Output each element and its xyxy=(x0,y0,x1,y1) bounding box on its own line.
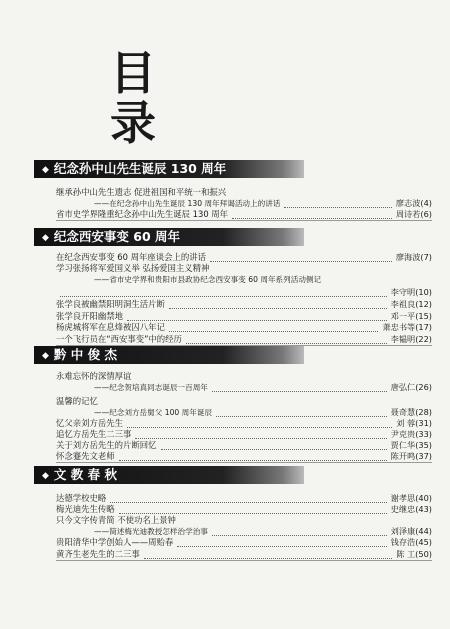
toc-entry-author-page: 钱存浩(45) xyxy=(390,537,432,547)
toc-entry-title: 张学良开阳幽禁地 xyxy=(56,311,123,321)
dot-leader xyxy=(212,535,387,536)
dot-leader xyxy=(119,460,387,461)
toc-entry-title: 梅光迪先生传略 xyxy=(56,504,115,514)
toc-entry[interactable] xyxy=(56,371,432,382)
section-divider xyxy=(56,220,432,221)
dot-leader xyxy=(60,296,387,297)
toc-entry[interactable] xyxy=(56,504,432,515)
toc-entry-title: 温馨的记忆 xyxy=(56,396,98,406)
toc-entry-subtitle: ——简述梅光迪教授怎样治学治事 xyxy=(94,527,208,536)
toc-entry-author-page: 陈开鸣(37) xyxy=(390,451,432,461)
toc-entry[interactable] xyxy=(56,334,432,345)
toc-entry[interactable] xyxy=(56,322,432,333)
toc-entry-title: 杨虎城将军在息烽被囚八年记 xyxy=(56,322,165,332)
toc-entry-author-page: 贾仁华(35) xyxy=(390,440,432,450)
page-title xyxy=(108,48,158,148)
title-char-top: 目 xyxy=(110,46,156,100)
toc-entry-title: 关于刘方岳先生的片断回忆 xyxy=(56,440,157,450)
section-heading xyxy=(34,228,304,246)
toc-entry[interactable] xyxy=(56,187,432,198)
toc-entry-author-page: 李祖良(12) xyxy=(390,299,432,309)
dot-leader xyxy=(169,331,378,332)
toc-entry-title: 省市史学界隆重纪念孙中山先生诞辰 130 周年 xyxy=(56,209,229,219)
section-divider xyxy=(56,462,432,463)
dot-leader xyxy=(144,558,392,559)
dot-leader xyxy=(284,207,392,208)
section-heading xyxy=(34,160,304,178)
toc-entry-subtitle: ——纪念贺培真同志诞辰一百周年 xyxy=(94,383,208,392)
toc-entry-author-page: 尹克贵(33) xyxy=(390,429,432,439)
toc-entry[interactable] xyxy=(56,440,432,451)
toc-entry[interactable] xyxy=(56,287,432,298)
toc-entry-author-page: 刘泽康(44) xyxy=(390,526,432,536)
dot-leader xyxy=(127,320,387,321)
dot-leader xyxy=(216,416,387,417)
toc-entry[interactable] xyxy=(56,198,432,209)
toc-entry-author-page: 廖志波(4) xyxy=(395,198,432,208)
dot-leader xyxy=(135,438,387,439)
toc-entry[interactable] xyxy=(56,382,432,393)
toc-entry-subtitle: ——省市史学界和贵阳市县政协纪念西安事变 60 周年系列活动侧记 xyxy=(94,275,322,284)
toc-entry-title: 学习张扬将军爱国义举 弘扬爱国主义精神 xyxy=(56,263,210,273)
toc-entry-author-page: 李守明(10) xyxy=(390,287,432,297)
toc-entry-subtitle: ——在纪念孙中山先生诞辰 130 周年拜谒活动上的讲话 xyxy=(94,199,281,208)
dot-leader xyxy=(169,308,387,309)
toc-entry[interactable] xyxy=(56,515,432,526)
dot-leader xyxy=(210,261,392,262)
toc-entry[interactable] xyxy=(56,451,432,462)
toc-entry[interactable] xyxy=(56,537,432,548)
toc-entry-author-page: 刘 蓉(31) xyxy=(396,418,432,428)
toc-entry-title: 在纪念西安事变 60 周年座谈会上的讲话 xyxy=(56,252,206,262)
section-heading xyxy=(34,346,304,364)
section-heading xyxy=(34,466,304,484)
diamond-icon: ◆ xyxy=(42,351,49,361)
toc-entry-author-page: 陈 工(50) xyxy=(396,549,432,559)
toc-entry-title: 黄齐生老先生的二三事 xyxy=(56,549,140,559)
toc-entry[interactable] xyxy=(56,549,432,560)
title-char-bottom: 录 xyxy=(110,96,156,150)
toc-entry-author-page: 聂奇慧(28) xyxy=(390,407,432,417)
toc-entry[interactable] xyxy=(56,407,432,418)
toc-entry-subtitle: ——纪念刘方岳舅父 100 周年诞辰 xyxy=(94,408,213,417)
toc-entry-title: 张学良被幽禁阳明洞生活片断 xyxy=(56,299,165,309)
toc-entry[interactable] xyxy=(56,429,432,440)
section-divider xyxy=(56,560,432,561)
toc-entry-title: 忆父亲刘方岳先生 xyxy=(56,418,123,428)
dot-leader xyxy=(212,391,387,392)
toc-entry-title: 一个飞行员在“西安事变”中的经历 xyxy=(56,334,182,344)
toc-entry[interactable] xyxy=(56,263,432,274)
toc-entry[interactable] xyxy=(56,526,432,537)
dot-leader xyxy=(177,546,387,547)
toc-entry[interactable] xyxy=(56,299,432,310)
section-heading-text: 纪念西安事变 60 周年 xyxy=(53,229,181,244)
toc-entry[interactable] xyxy=(56,252,432,263)
diamond-icon: ◆ xyxy=(42,233,49,243)
diamond-icon: ◆ xyxy=(42,165,49,175)
toc-entry[interactable] xyxy=(56,209,432,220)
toc-entry-title: 继承孙中山先生遗志 促进祖国和平统一和振兴 xyxy=(56,187,227,197)
toc-entry-author-page: 谢孝思(40) xyxy=(390,493,432,503)
dot-leader xyxy=(110,502,387,503)
toc-entry-title: 达德学校史略 xyxy=(56,493,107,503)
toc-entry-author-page: 萧忠书等(17) xyxy=(382,322,432,332)
toc-entry[interactable] xyxy=(56,493,432,504)
dot-leader xyxy=(186,343,387,344)
toc-entry-author-page: 廖海波(7) xyxy=(395,252,432,262)
toc-entry[interactable] xyxy=(56,311,432,322)
section-heading-text: 黔 中 俊 杰 xyxy=(53,347,117,362)
dot-leader xyxy=(127,427,392,428)
toc-entry-title: 追忆方岳先生二三事 xyxy=(56,429,132,439)
section-heading-text: 文 教 春 秋 xyxy=(53,467,117,482)
toc-entry-title: 怀念蹇先文老师 xyxy=(56,451,115,461)
section-heading-text: 纪念孙中山先生诞辰 130 周年 xyxy=(53,161,227,176)
dot-leader xyxy=(232,218,392,219)
toc-entry-author-page: 唐弘仁(26) xyxy=(390,382,432,392)
toc-entry-author-page: 邓一平(15) xyxy=(390,311,432,321)
toc-entry[interactable] xyxy=(56,418,432,429)
toc-entry-title: 只今文字传青简 不使功名上景钟 xyxy=(56,515,176,525)
diamond-icon: ◆ xyxy=(42,471,49,481)
toc-entry-title: 永难忘怀的深情厚谊 xyxy=(56,371,132,381)
toc-entry[interactable] xyxy=(56,274,432,285)
dot-leader xyxy=(161,449,387,450)
toc-entry-author-page: 李韫明(22) xyxy=(390,334,432,344)
dot-leader xyxy=(119,513,387,514)
toc-entry[interactable] xyxy=(56,396,432,407)
toc-entry-title: 贵阳清华中学创始人——周贻春 xyxy=(56,537,174,547)
toc-entry-author-page: 周诗若(6) xyxy=(395,209,432,219)
toc-entry-author-page: 史继忠(43) xyxy=(390,504,432,514)
